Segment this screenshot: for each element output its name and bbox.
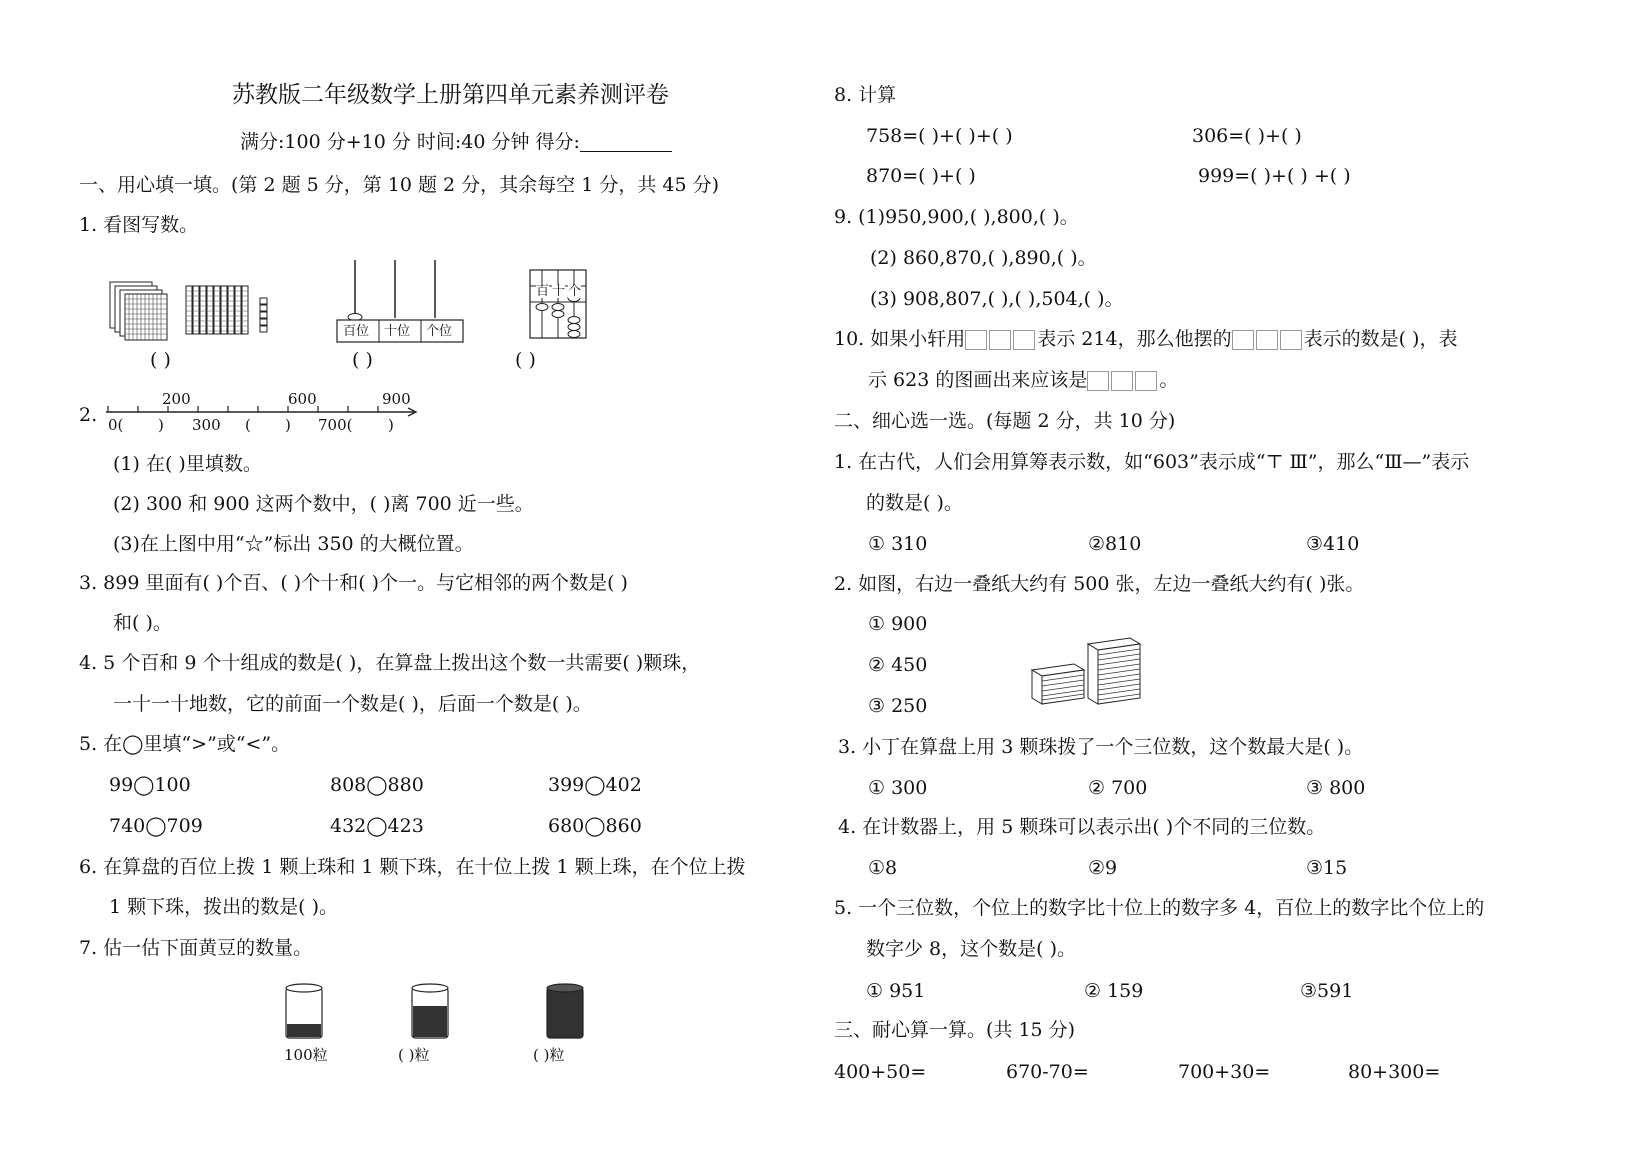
abacus-label-ones: 个 <box>568 284 582 299</box>
section2-heading: 二、细心选一选。(每题 2 分，共 10 分) <box>834 410 1176 432</box>
nl-paren-close-3: ) <box>388 416 394 434</box>
abacus-label-tens: 十 <box>552 284 566 299</box>
nl-paren-open-2: ( <box>245 416 251 434</box>
jar-full-icon <box>545 982 585 1042</box>
dot-box-icon <box>965 330 987 350</box>
dot-box-icon <box>1013 330 1035 350</box>
dot-box-icon <box>1280 330 1302 350</box>
nl-paren-close-2: ) <box>285 416 291 434</box>
counter-label-tens: 十位 <box>384 324 411 339</box>
answer-box[interactable] <box>1087 371 1109 391</box>
dot-box-icon <box>1256 330 1278 350</box>
section1-heading: 一、用心填一填。(第 2 题 5 分，第 10 题 2 分，其余每空 1 分，共 45 分) <box>79 174 720 196</box>
q1-blank1[interactable]: ( ) <box>150 349 171 371</box>
nl-label-0: 0( <box>108 416 124 434</box>
s2-q2-line1: 2. 如图，右边一叠纸大约有 500 张，左边一叠纸大约有( )张。 <box>834 573 1365 595</box>
q10-line1 <box>834 330 1457 350</box>
q5-item[interactable]: 99◯100 <box>109 774 191 796</box>
s2-q4-option[interactable]: ①8 <box>868 857 898 879</box>
nl-label-600: 600 <box>288 390 317 408</box>
q7-text: 7. 估一估下面黄豆的数量。 <box>79 937 313 959</box>
s2-q4-line1: 4. 在计数器上，用 5 颗珠可以表示出( )个不同的三位数。 <box>838 816 1326 838</box>
q10-part5: 。 <box>1159 369 1179 391</box>
abacus-label-hundreds: 百 <box>536 284 550 299</box>
q2-num: 2. <box>79 404 98 426</box>
q2-s3: (3)在上图中用“☆”标出 350 的大概位置。 <box>113 533 474 555</box>
score-blank[interactable] <box>580 133 672 152</box>
s2-q3-line1: 3. 小丁在算盘上用 3 颗珠拨了一个三位数，这个数最大是( )。 <box>838 736 1364 758</box>
score-line-text: 满分:100 分+10 分 时间:40 分钟 得分: <box>240 131 580 153</box>
nl-label-300: 300 <box>192 416 221 434</box>
s2-q2-option[interactable]: ③ 250 <box>868 695 928 717</box>
answer-box[interactable] <box>1111 371 1133 391</box>
counter-label-ones: 个位 <box>426 324 453 339</box>
s3-item[interactable]: 400+50= <box>834 1061 927 1083</box>
q5-text: 5. 在◯里填“>”或“<”。 <box>79 733 291 755</box>
q10-part1: 10. 如果小轩用 <box>834 328 966 350</box>
q3-line2: 和( )。 <box>113 612 172 634</box>
q9-l2: (2) 860,870,( ),890,( )。 <box>870 247 1097 269</box>
q10-part4: 示 623 的图画出来应该是 <box>868 369 1088 391</box>
q8-item[interactable]: 870=( )+( ) <box>866 165 976 187</box>
q8-item[interactable]: 306=( )+( ) <box>1192 125 1302 147</box>
s2-q3-option[interactable]: ① 300 <box>868 777 928 799</box>
s2-q4-option[interactable]: ②9 <box>1088 857 1118 879</box>
jar-medium-icon <box>410 982 450 1042</box>
jar-label-1: 100粒 <box>284 1046 328 1064</box>
s3-item[interactable]: 700+30= <box>1178 1061 1271 1083</box>
s2-q2-option[interactable]: ② 450 <box>868 654 928 676</box>
jar-100-icon <box>284 982 324 1042</box>
q10-line2 <box>868 371 1178 391</box>
q1-text: 1. 看图写数。 <box>79 214 199 236</box>
base-ten-blocks-figure <box>108 278 288 348</box>
s2-q4-option[interactable]: ③15 <box>1306 857 1348 879</box>
q1-blank2[interactable]: ( ) <box>352 349 373 371</box>
nl-label-900: 900 <box>382 390 411 408</box>
nl-label-200: 200 <box>162 390 191 408</box>
counter-label-hundreds: 百位 <box>343 324 370 339</box>
score-line <box>240 133 672 152</box>
q6-line1: 6. 在算盘的百位上拨 1 颗上珠和 1 颗下珠，在十位上拨 1 颗上珠，在个位上拨 <box>79 856 746 878</box>
abacus-figure <box>528 268 598 348</box>
jar-label-2[interactable]: ( )粒 <box>398 1046 430 1064</box>
q5-item[interactable]: 808◯880 <box>330 774 424 796</box>
q10-part3: 表示的数是( )，表 <box>1303 328 1458 350</box>
s2-q1-line1: 1. 在古代，人们会用算筹表示数，如“603”表示成“⊤ Ⅲ”，那么“Ⅲ—”表示 <box>834 451 1470 473</box>
s2-q1-option[interactable]: ① 310 <box>868 533 928 555</box>
s2-q5-option[interactable]: ③591 <box>1300 980 1354 1002</box>
s2-q5-line2: 数字少 8，这个数是( )。 <box>866 938 1076 960</box>
q3-line1: 3. 899 里面有( )个百、( )个十和( )个一。与它相邻的两个数是( ) <box>79 572 628 594</box>
q4-line1: 4. 5 个百和 9 个十组成的数是( )，在算盘上拨出这个数一共需要( )颗珠， <box>79 652 701 674</box>
q8-item[interactable]: 999=( )+( ) +( ) <box>1198 165 1351 187</box>
q4-line2: 一十一十地数，它的前面一个数是( )，后面一个数是( )。 <box>113 693 592 715</box>
section3-heading: 三、耐心算一算。(共 15 分) <box>834 1019 1076 1041</box>
q5-item[interactable]: 680◯860 <box>548 815 642 837</box>
q9-l1: 9. (1)950,900,( ),800,( )。 <box>834 206 1079 228</box>
q8-text: 8. 计算 <box>834 84 897 106</box>
s3-item[interactable]: 670-70= <box>1006 1061 1089 1083</box>
s2-q3-option[interactable]: ③ 800 <box>1306 777 1366 799</box>
number-line <box>104 402 416 422</box>
s2-q5-line1: 5. 一个三位数，个位上的数字比十位上的数字多 4，百位上的数字比个位上的 <box>834 897 1485 919</box>
s3-item[interactable]: 80+300= <box>1348 1061 1441 1083</box>
page-title: 苏教版二年级数学上册第四单元素养测评卷 <box>232 82 669 108</box>
q5-item[interactable]: 399◯402 <box>548 774 642 796</box>
jar-label-3[interactable]: ( )粒 <box>533 1046 565 1064</box>
s2-q3-option[interactable]: ② 700 <box>1088 777 1148 799</box>
nl-paren-close-1: ) <box>158 416 164 434</box>
s2-q1-line2: 的数是( )。 <box>866 492 963 514</box>
nl-label-700: 700( <box>318 416 353 434</box>
q10-part2: 表示 214，那么他摆的 <box>1037 328 1232 350</box>
q9-l3: (3) 908,807,( ),( ),504,( )。 <box>870 288 1124 310</box>
q2-s1: (1) 在( )里填数。 <box>113 453 262 475</box>
dot-box-icon <box>1232 330 1254 350</box>
q2-s2: (2) 300 和 900 这两个数中，( )离 700 近一些。 <box>113 493 534 515</box>
q5-item[interactable]: 432◯423 <box>330 815 424 837</box>
s2-q1-option[interactable]: ③410 <box>1306 533 1360 555</box>
answer-box[interactable] <box>1135 371 1157 391</box>
s2-q5-option[interactable]: ① 951 <box>866 980 926 1002</box>
q8-item[interactable]: 758=( )+( )+( ) <box>866 125 1013 147</box>
paper-stacks-figure <box>1030 634 1142 706</box>
q6-line2: 1 颗下珠，拨出的数是( )。 <box>109 896 338 918</box>
dot-box-icon <box>989 330 1011 350</box>
s2-q5-option[interactable]: ② 159 <box>1084 980 1144 1002</box>
s2-q2-option[interactable]: ① 900 <box>868 613 928 635</box>
s2-q1-option[interactable]: ②810 <box>1088 533 1142 555</box>
q1-blank3[interactable]: ( ) <box>515 349 536 371</box>
q5-item[interactable]: 740◯709 <box>109 815 203 837</box>
